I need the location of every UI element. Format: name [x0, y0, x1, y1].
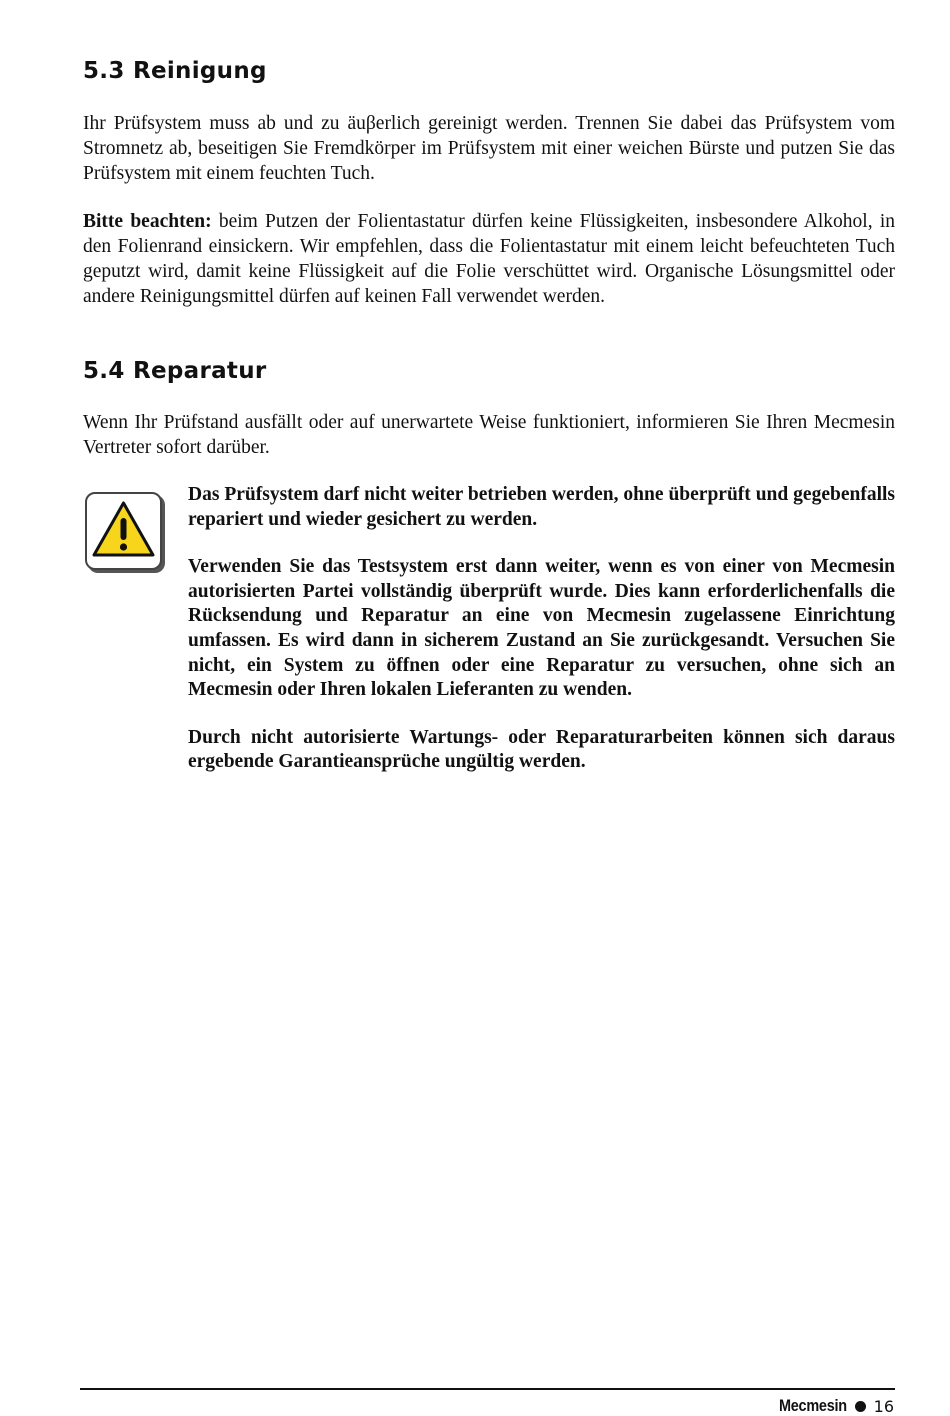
warning-paragraph-2: Verwenden Sie das Testsystem erst dann weiter, wenn es von einer von Mecmesin autorisierten Partei vollständig überprüft wurde. Dies kann erforderlichenfalls die Rücksendung und Reparatur an eine von Mecmesin zugelassene Einrichtung umfassen. Es wird dann in sicherem Zustand an Sie zurückgesandt. Versuchen Sie nicht, ein System zu öffnen oder eine Reparatur zu versuchen, ohne sich an Mecmesin oder Ihren lokalen Lieferanten zu wenden. [188, 556, 895, 701]
warning-triangle-icon [87, 494, 160, 568]
warning-text-block [188, 483, 895, 798]
page-number: 16 [873, 1396, 894, 1416]
warning-paragraph-1: Das Prüfsystem darf nicht weiter betrieben werden, ohne überprüft und gegebenfalls repariert und wieder gesichert zu werden. [188, 484, 895, 530]
section-heading-reparatur: 5.4 Reparatur [83, 358, 267, 384]
section-heading-reinigung: 5.3 Reinigung [83, 58, 267, 84]
page-footer [767, 1396, 894, 1416]
warning-icon-box [85, 492, 162, 570]
reinigung-note [83, 209, 895, 309]
reparatur-paragraph: Wenn Ihr Prüfstand ausfällt oder auf unerwartete Weise funktioniert, informieren Sie Ihren Mecmesin Vertreter sofort darüber. [83, 412, 895, 458]
bullet-dot-icon [855, 1401, 866, 1412]
reinigung-paragraph: Ihr Prüfsystem muss ab und zu äuβerlich gereinigt werden. Trennen Sie dabei das Prüfsystem vom Stromnetz ab, beseitigen Sie Fremdkörper im Prüfsystem mit einer weichen Bürste und putzen Sie das Prüfsystem mit einem feuchten Tuch. [83, 113, 895, 184]
footer-divider [80, 1388, 895, 1390]
footer-brand: Mecmesin [778, 1396, 847, 1415]
note-text: beim Putzen der Folientastatur dürfen keine Flüssigkeiten, insbesondere Alkohol, in den Folienrand einsickern. Wir empfehlen, dass die Folientastatur mit einem leicht befeuchteten Tuch geputzt wird, damit keine Flüssigkeit auf die Folie verschüttet wird. Organische Lösungsmittel oder andere Reinigungsmittel dürfen auf keinen Fall verwendet werden. [83, 211, 895, 307]
warning-paragraph-3: Durch nicht autorisierte Wartungs- oder Reparaturarbeiten können sich daraus ergebende Garantieansprüche ungültig werden. [188, 726, 895, 773]
note-label: Bitte beachten: [83, 211, 212, 232]
